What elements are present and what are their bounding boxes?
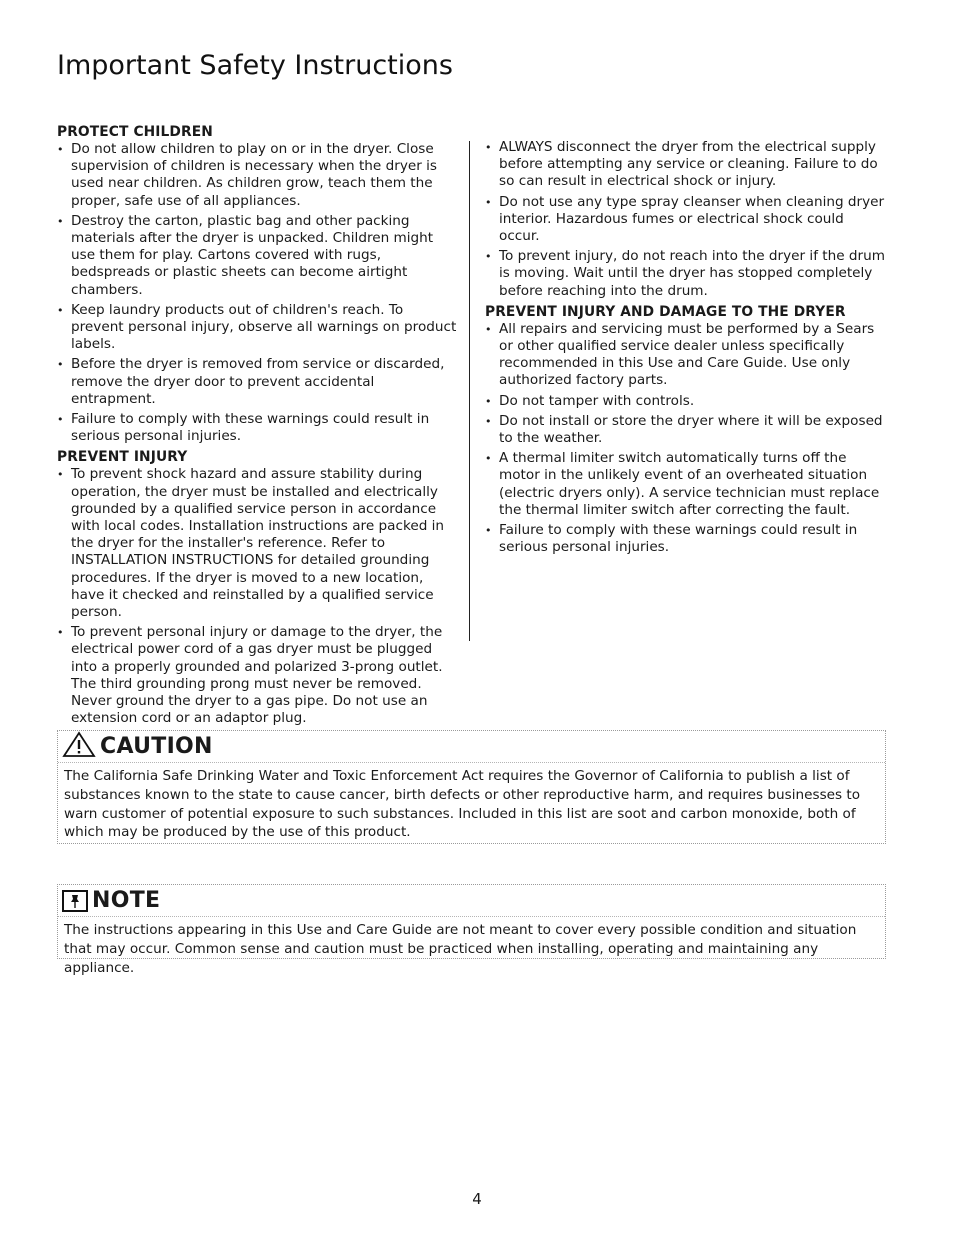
list-item: • Do not use any type spray cleanser when cleaning dryer interior. Hazardous fumes or electrical shock could occur.: [485, 194, 887, 246]
caution-text: The California Safe Drinking Water and Toxic Enforcement Act requires the Governor of California to publish a list of substances known to the state to cause cancer, birth defects or other reproductive harm, and requires businesses to warn customer of potential exposure to such substances. Included in this list are soot and carbon monoxide, both of which may be produced by the use of this product.: [64, 768, 861, 841]
prevent-damage-list: [485, 321, 887, 557]
note-box: [57, 884, 886, 976]
section-heading-protect-children: PROTECT CHILDREN: [57, 124, 213, 140]
warning-triangle-icon: [62, 731, 96, 762]
note-pin-icon: [62, 890, 88, 912]
list-item: • Do not tamper with controls.: [485, 393, 887, 410]
note-title: NOTE: [92, 888, 161, 913]
caution-box: [57, 730, 886, 844]
left-column: [57, 123, 459, 731]
list-item: • To prevent shock hazard and assure stability during operation, the dryer must be installed and electrically grounded by a qualified service person in accordance with local codes. Installation instructions are packed in the dryer for the installer's reference. Refer to INSTALLATION INSTRUCTIONS for detailed grounding procedures. If the dryer is moved to a new location, have it checked and reinstalled by a qualified service person.: [57, 466, 459, 621]
list-item: • A thermal limiter switch automatically turns off the motor in the unlikely event of an overheated situation (electric dryers only). A service technician must replace the thermal limiter switch after correcting the fault.: [485, 450, 887, 519]
list-item: • All repairs and servicing must be performed by a Sears or other qualified service dealer unless specifically recommended in this Use and Care Guide. Use only authorized factory parts.: [485, 321, 887, 390]
section-heading-prevent-injury: PREVENT INJURY: [57, 449, 188, 466]
list-item: • To prevent injury, do not reach into the dryer if the drum is moving. Wait until the dryer has stopped completely before reaching into the drum.: [485, 248, 887, 300]
section-heading-prevent-damage: PREVENT INJURY AND DAMAGE TO THE DRYER: [485, 303, 846, 320]
list-item: • To prevent personal injury or damage to the dryer, the electrical power cord of a gas dryer must be plugged into a properly grounded and polarized 3-prong outlet. The third grounding prong must never be removed. Never ground the dryer to a gas pipe. Do not use an extension cord or an adaptor plug.: [57, 624, 459, 727]
list-item: • Do not install or store the dryer where it will be exposed to the weather.: [485, 413, 887, 447]
page-number: 4: [472, 1190, 482, 1208]
general-safety-list: [485, 139, 887, 300]
list-item: • Failure to comply with these warnings could result in serious personal injuries.: [485, 522, 887, 556]
right-column: [485, 139, 887, 559]
protect-children-list: [57, 141, 459, 445]
caution-title: CAUTION: [100, 734, 213, 759]
list-item: • Keep laundry products out of children's reach. To prevent personal injury, observe all warnings on product labels.: [57, 302, 459, 354]
list-item: • ALWAYS disconnect the dryer from the electrical supply before attempting any service or cleaning. Failure to do so can result in electrical shock or injury.: [485, 139, 887, 191]
page-title: Important Safety Instructions: [57, 50, 453, 81]
caution-header: [58, 731, 885, 763]
note-header: [58, 885, 885, 917]
list-item: • Destroy the carton, plastic bag and other packing materials after the dryer is unpacked. Children might use them for play. Cartons covered with rugs, bedspreads or plastic sheets can become airtight chambers.: [57, 213, 459, 299]
column-divider: [469, 141, 470, 641]
prevent-injury-list: [57, 466, 459, 727]
list-item: • Failure to comply with these warnings could result in serious personal injuries.: [57, 411, 459, 445]
note-text: The instructions appearing in this Use and Care Guide are not meant to cover every possible condition and situation that may occur. Common sense and caution must be practiced when installing, operating and maintaining any appliance.: [64, 922, 857, 976]
list-item: • Do not allow children to play on or in the dryer. Close supervision of children is necessary when the dryer is used near children. As children grow, teach them the proper, safe use of all appliances.: [57, 141, 459, 210]
list-item: • Before the dryer is removed from service or discarded, remove the dryer door to prevent accidental entrapment.: [57, 356, 459, 408]
